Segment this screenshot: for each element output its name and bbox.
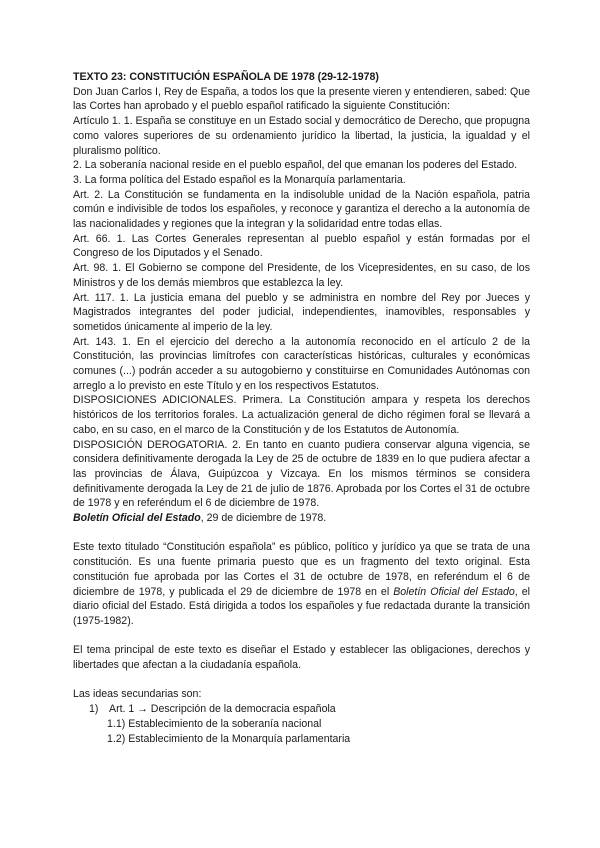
article-1-3: 3. La forma política del Estado español es la Monarquía parlamentaria. xyxy=(73,173,406,186)
commentary-text-end: , el diario oficial del Estado. Está dirigida a todos los españoles y fue redactada durante la transición (1975-1982). xyxy=(73,585,531,627)
source-name: Boletín Oficial del Estado xyxy=(73,512,201,525)
commentary-italic: Boletín Oficial del Estado xyxy=(393,585,515,598)
article-66: Art. 66. 1. Las Cortes Generales representan al pueblo español y están formadas por el Congreso de los Diputados y el Senado. xyxy=(73,232,530,260)
commentary-main-theme: El tema principal de este texto es diseñar el Estado y establecer las obligaciones, derechos y libertades que afectan a la ciudadanía española. xyxy=(73,644,530,672)
derogatory-provision: DISPOSICIÓN DEROGATORIA. 2. En tanto en cuanto pudiera conservar alguna vigencia, se considera definitivamente derogada la Ley de 25 de octubre de 1839 en lo que pudiera afectar a las provincias de Álava, Guipúzcoa y Vizcaya. En los mismos términos se considera definitivamente derogada la Ley de 21 de julio de 1876. Aprobada por los Cortes el 31 de octubre de 1978 y en referéndum el 6 de diciembre de 1978. xyxy=(73,438,530,510)
additional-provisions: DISPOSICIONES ADICIONALES. Primera. La Constitución ampara y respeta los derechos históricos de los territorios forales. La actualización general de dicho régimen foral se llevará a cabo, en su caso, en el marco de la Constitución y de los Estatutos de Autonomía. xyxy=(73,394,530,436)
list-item xyxy=(73,702,530,717)
list-item-text: Art. 1 → Descripción de la democracia española xyxy=(109,703,336,716)
article-2: Art. 2. La Constitución se fundamenta en la indisoluble unidad de la Nación española, patria común e indivisible de todos los españoles, y reconoce y garantiza el derecho a la autonomía de las nacionalidades y regiones que la integran y la solidaridad entre todas ellas. xyxy=(73,188,530,231)
list-number: 1) xyxy=(89,703,99,716)
commentary-text: Este texto titulado “Constitución española” es público, político y jurídico ya que se trata de una constitución. Es una fuente primaria puesto que es un fragmento del texto original. Esta constitución fue aprobada por las Cortes el 31 de octubre de 1978, en referéndum el 6 de diciembre de 1978, y publicada el 29 de diciembre de 1978 en el xyxy=(73,541,530,598)
source-citation xyxy=(73,511,530,526)
ideas-list xyxy=(73,702,530,746)
article-143: Art. 143. 1. En el ejercicio del derecho a la autonomía reconocido en el artículo 2 de la Constitución, las provincias limítrofes con características históricas, culturales y económicas comunes (...) podrán acceder a su autogobierno y constituirse en Comunidades Autónomas con arreglo a lo previsto en este Título y en los respectivos Estatutos. xyxy=(73,335,530,392)
document-title: TEXTO 23: CONSTITUCIÓN ESPAÑOLA DE 1978 (29-12-1978) xyxy=(73,71,379,83)
list-subitem: 1.1) Establecimiento de la soberanía nacional xyxy=(107,717,322,730)
article-1-1: Artículo 1. 1. España se constituye en un Estado social y democrático de Derecho, que propugna como valores superiores de su ordenamiento jurídico la libertad, la justicia, la igualdad y el pluralismo político. xyxy=(73,115,530,157)
commentary-classification xyxy=(73,540,530,628)
list-subitem: 1.2) Establecimiento de la Monarquía parlamentaria xyxy=(107,732,351,745)
article-117: Art. 117. 1. La justicia emana del pueblo y se administra en nombre del Rey por Jueces y Magistrados integrantes del poder judicial, independientes, inamovibles, responsables y sometidos únicamente al imperio de la ley. xyxy=(73,291,530,333)
source-date: , 29 de diciembre de 1978. xyxy=(200,512,327,525)
document-page xyxy=(73,70,530,746)
preamble: Don Juan Carlos I, Rey de España, a todos los que la presente vieren y entendieren, sabed: Que las Cortes han aprobado y el pueblo español ratificado la siguiente Constitución: xyxy=(73,85,530,113)
commentary-secondary-ideas: Las ideas secundarias son: xyxy=(73,688,202,701)
article-1-2: 2. La soberanía nacional reside en el pueblo español, del que emanan los poderes del Estado. xyxy=(73,159,518,172)
article-98: Art. 98. 1. El Gobierno se compone del Presidente, de los Vicepresidentes, en su caso, de los Ministros y de los demás miembros que establezca la ley. xyxy=(73,262,530,289)
